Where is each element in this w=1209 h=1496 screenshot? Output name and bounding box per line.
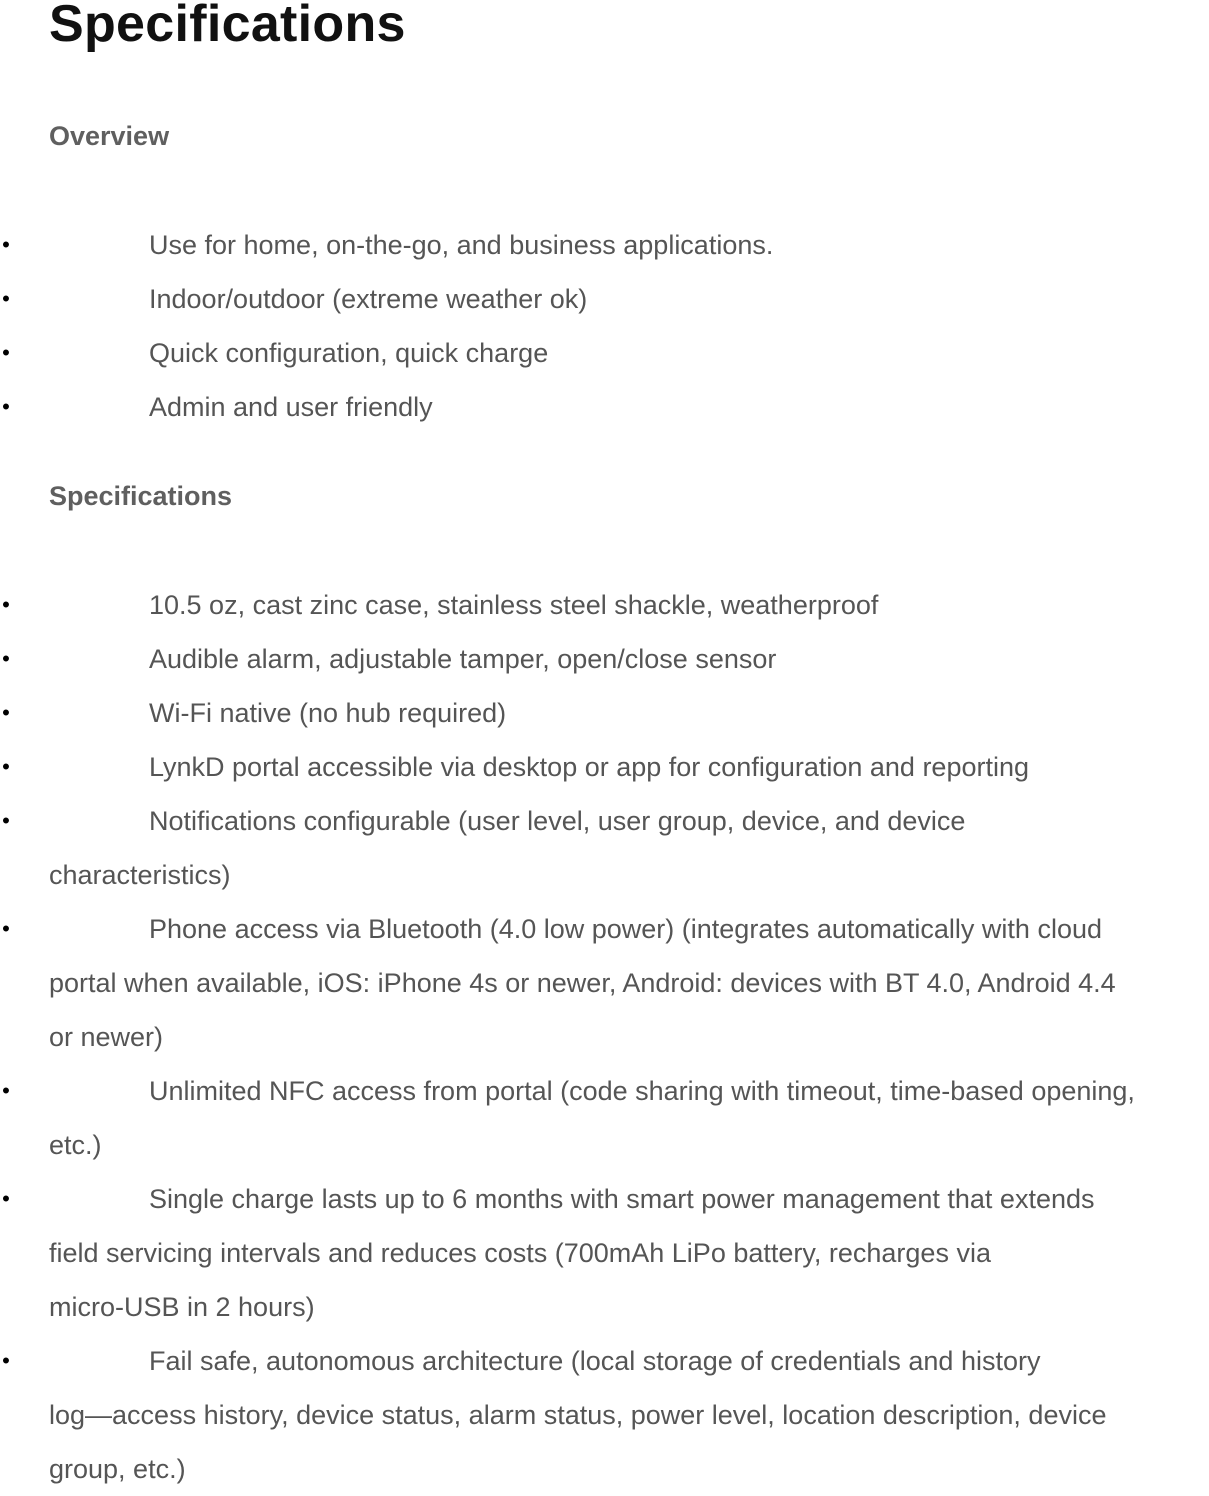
bullet-icon: • <box>2 646 10 671</box>
page-title: Specifications <box>49 0 406 53</box>
list-item <box>0 794 1209 902</box>
bullet-icon: • <box>2 592 10 617</box>
list-item-text: Unlimited NFC access from portal (code sharing with timeout, time-based opening, <box>149 1076 1135 1106</box>
list-item-text: field servicing intervals and reduces costs (700mAh LiPo battery, recharges via <box>49 1238 991 1268</box>
list-item-text: Notifications configurable (user level, user group, device, and device <box>149 806 966 836</box>
bullet-icon: • <box>2 340 10 365</box>
list-item <box>0 1064 1209 1172</box>
overview-heading: Overview <box>49 121 170 151</box>
bullet-icon: • <box>2 700 10 725</box>
list-item <box>0 1334 1209 1496</box>
list-item <box>0 272 1209 326</box>
list-item-text: Phone access via Bluetooth (4.0 low power) (integrates automatically with cloud <box>149 914 1102 944</box>
list-item <box>0 326 1209 380</box>
list-item-text: etc.) <box>49 1130 102 1160</box>
list-item <box>0 686 1209 740</box>
bullet-icon: • <box>2 916 10 941</box>
list-item-text: characteristics) <box>49 860 231 890</box>
bullet-icon: • <box>2 286 10 311</box>
bullet-icon: • <box>2 1348 10 1373</box>
bullet-icon: • <box>2 394 10 419</box>
list-item <box>0 740 1209 794</box>
list-item-text: LynkD portal accessible via desktop or app for configuration and reporting <box>149 752 1030 782</box>
list-item-text: Indoor/outdoor (extreme weather ok) <box>149 284 588 314</box>
list-item-text: Audible alarm, adjustable tamper, open/close sensor <box>149 644 777 674</box>
list-item <box>0 1172 1209 1334</box>
bullet-icon: • <box>2 1078 10 1103</box>
list-item-text: Admin and user friendly <box>149 392 433 422</box>
list-item-text: portal when available, iOS: iPhone 4s or newer, Android: devices with BT 4.0, Android 4.4 <box>49 968 1116 998</box>
bullet-icon: • <box>2 1186 10 1211</box>
list-item-text: group, etc.) <box>49 1454 186 1484</box>
bullet-icon: • <box>2 232 10 257</box>
list-item <box>0 380 1209 434</box>
list-item <box>0 578 1209 632</box>
specifications-list <box>0 578 1209 1496</box>
list-item-text: micro-USB in 2 hours) <box>49 1292 315 1322</box>
list-item-text: Single charge lasts up to 6 months with smart power management that extends <box>149 1184 1095 1214</box>
overview-list <box>0 218 1209 434</box>
list-item <box>0 902 1209 1064</box>
list-item-text: Fail safe, autonomous architecture (local storage of credentials and history <box>149 1346 1041 1376</box>
list-item-text: Wi-Fi native (no hub required) <box>149 698 507 728</box>
list-item-text: Quick configuration, quick charge <box>149 338 549 368</box>
list-item-text: log—access history, device status, alarm status, power level, location description, device <box>49 1400 1107 1430</box>
list-item-text: 10.5 oz, cast zinc case, stainless steel shackle, weatherproof <box>149 590 879 620</box>
list-item <box>0 218 1209 272</box>
bullet-icon: • <box>2 754 10 779</box>
list-item-text: Use for home, on-the-go, and business applications. <box>149 230 774 260</box>
list-item <box>0 632 1209 686</box>
list-item-text: or newer) <box>49 1022 164 1052</box>
specifications-heading: Specifications <box>49 481 233 511</box>
bullet-icon: • <box>2 808 10 833</box>
